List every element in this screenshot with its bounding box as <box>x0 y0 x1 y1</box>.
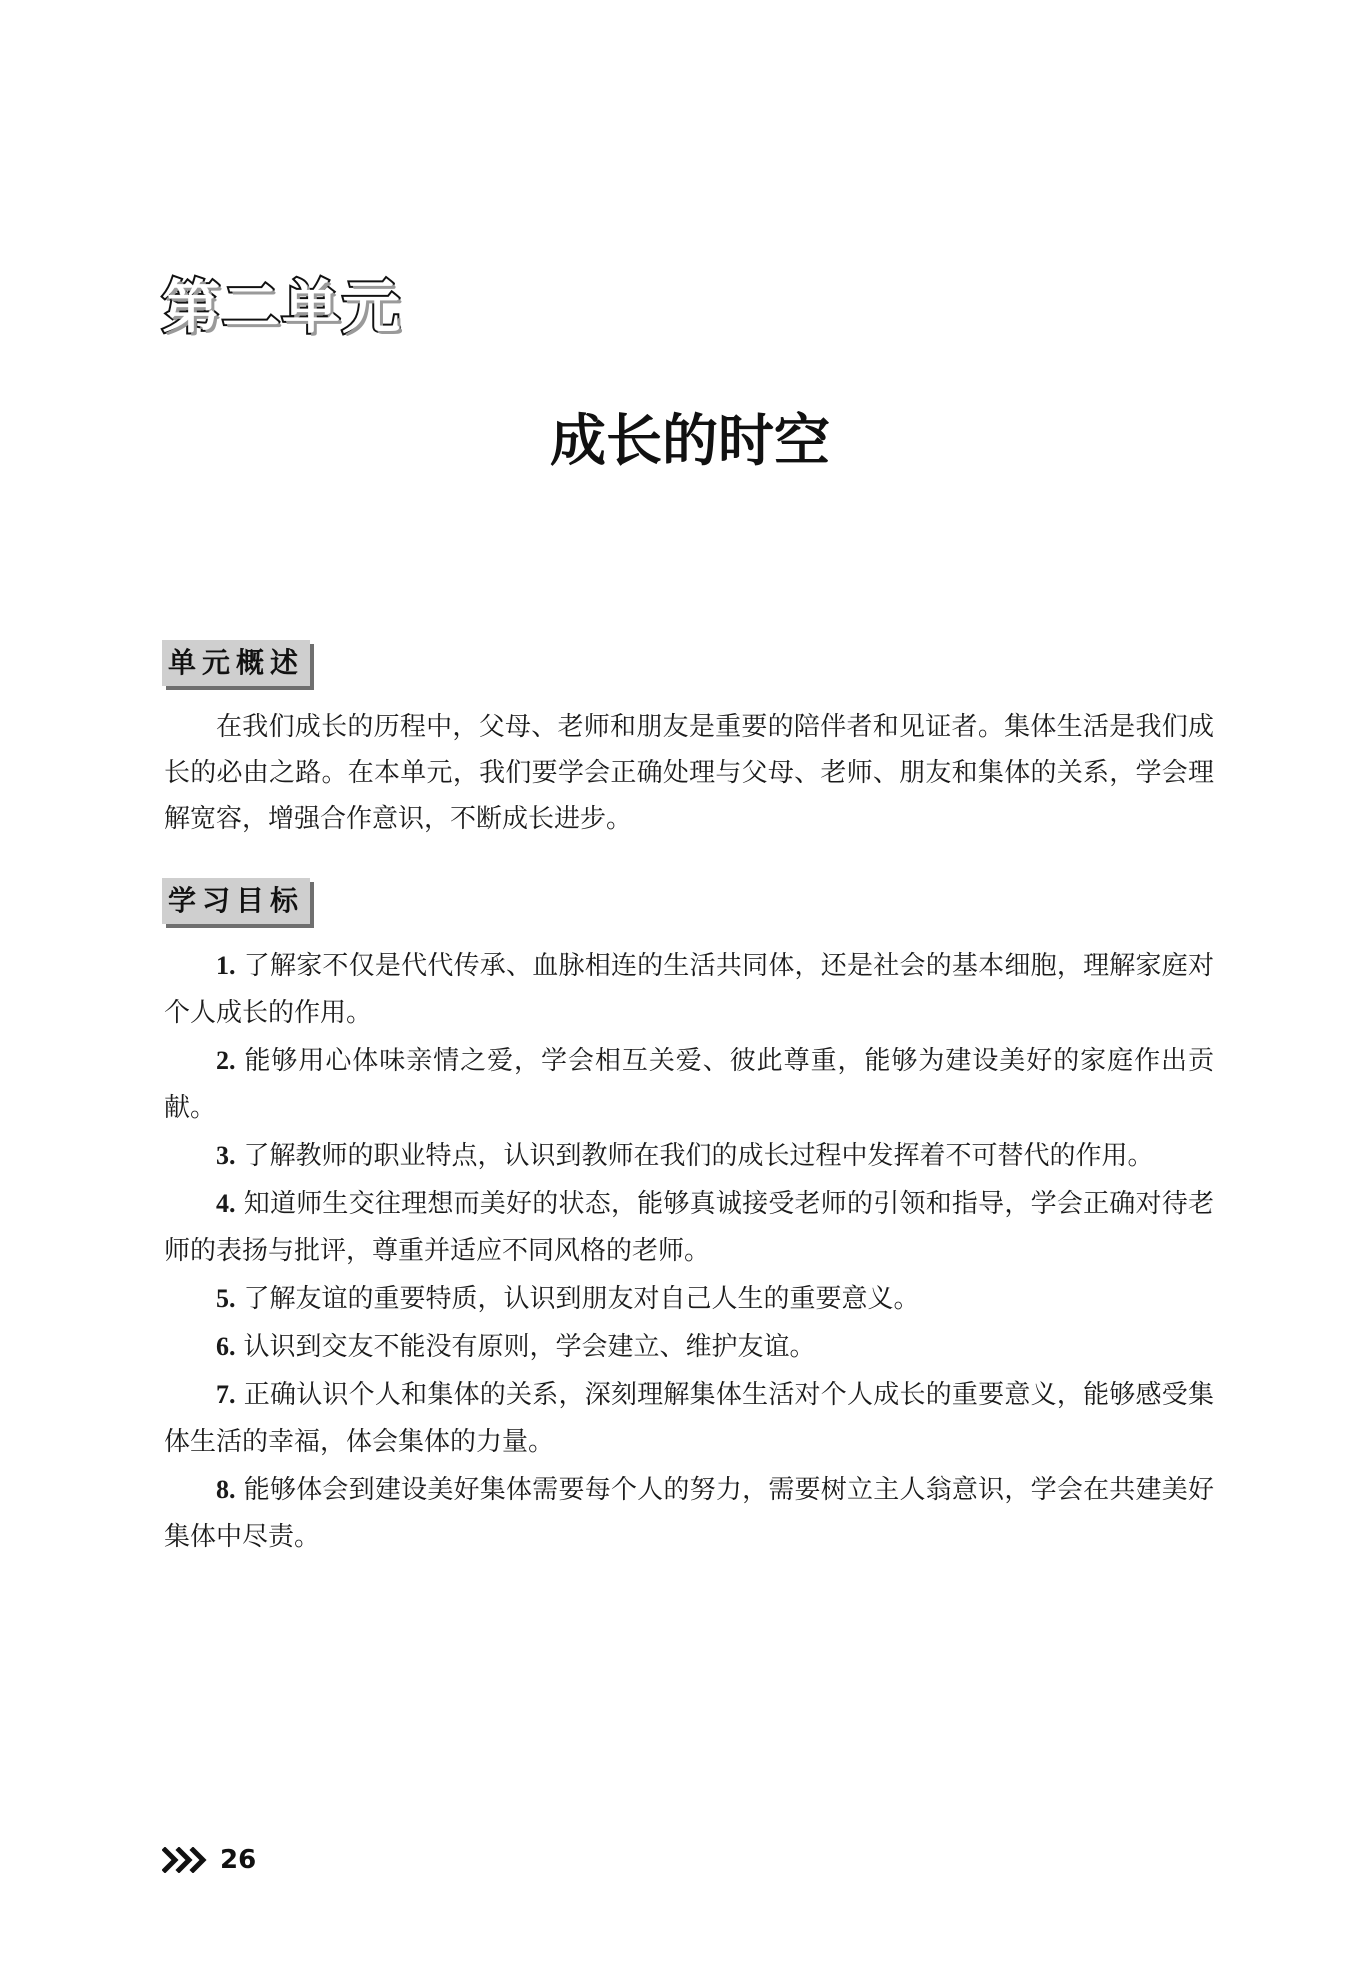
goal-text: 了解家不仅是代代传承、血脉相连的生活共同体，还是社会的基本细胞，理解家庭对个人成长的作用。 <box>164 951 1214 1028</box>
goal-item <box>164 1275 1214 1323</box>
goal-number: 6. <box>216 1332 236 1361</box>
goal-text: 了解教师的职业特点，认识到教师在我们的成长过程中发挥着不可替代的作用。 <box>243 1141 1154 1171</box>
goal-number: 1. <box>216 951 236 980</box>
goal-number: 2. <box>216 1046 236 1075</box>
goal-item <box>164 1466 1214 1561</box>
goal-item <box>164 1323 1214 1371</box>
goal-text: 正确认识个人和集体的关系，深刻理解集体生活对个人成长的重要意义，能够感受集体生活的幸福，体会集体的力量。 <box>164 1380 1214 1457</box>
overview-paragraph: 在我们成长的历程中，父母、老师和朋友是重要的陪伴者和见证者。集体生活是我们成长的必由之路。在本单元，我们要学会正确处理与父母、老师、朋友和集体的关系，学会理解宽容，增强合作意识，不断成长进步。 <box>164 712 1214 834</box>
overview-heading: 单元概述 <box>162 640 310 686</box>
goal-text: 能够用心体味亲情之爱，学会相互关爱、彼此尊重，能够为建设美好的家庭作出贡献。 <box>164 1046 1214 1123</box>
goal-item <box>164 942 1214 1037</box>
goal-number: 8. <box>216 1475 236 1504</box>
unit-label: 第二单元 <box>162 273 403 341</box>
goal-item <box>164 1037 1214 1132</box>
goal-number: 4. <box>216 1189 236 1218</box>
goal-number: 7. <box>216 1380 236 1409</box>
goal-item <box>164 1180 1214 1275</box>
unit-title: 成长的时空 <box>550 408 830 474</box>
goal-item <box>164 1132 1214 1180</box>
goal-number: 5. <box>216 1284 236 1313</box>
page-footer <box>162 1842 256 1878</box>
goal-text: 认识到交友不能没有原则，学会建立、维护友谊。 <box>243 1332 816 1362</box>
goal-number: 3. <box>216 1141 236 1170</box>
page-number: 26 <box>220 1845 257 1875</box>
learning-goals-heading: 学习目标 <box>162 878 310 924</box>
goal-text: 了解友谊的重要特质，认识到朋友对自己人生的重要意义。 <box>243 1284 920 1314</box>
goal-text: 能够体会到建设美好集体需要每个人的努力，需要树立主人翁意识，学会在共建美好集体中尽责。 <box>164 1475 1214 1552</box>
goal-item <box>164 1371 1214 1466</box>
triple-chevron-right-icon <box>162 1847 212 1873</box>
goal-text: 知道师生交往理想而美好的状态，能够真诚接受老师的引领和指导，学会正确对待老师的表扬与批评，尊重并适应不同风格的老师。 <box>164 1189 1214 1266</box>
learning-goals-list <box>164 942 1214 1561</box>
